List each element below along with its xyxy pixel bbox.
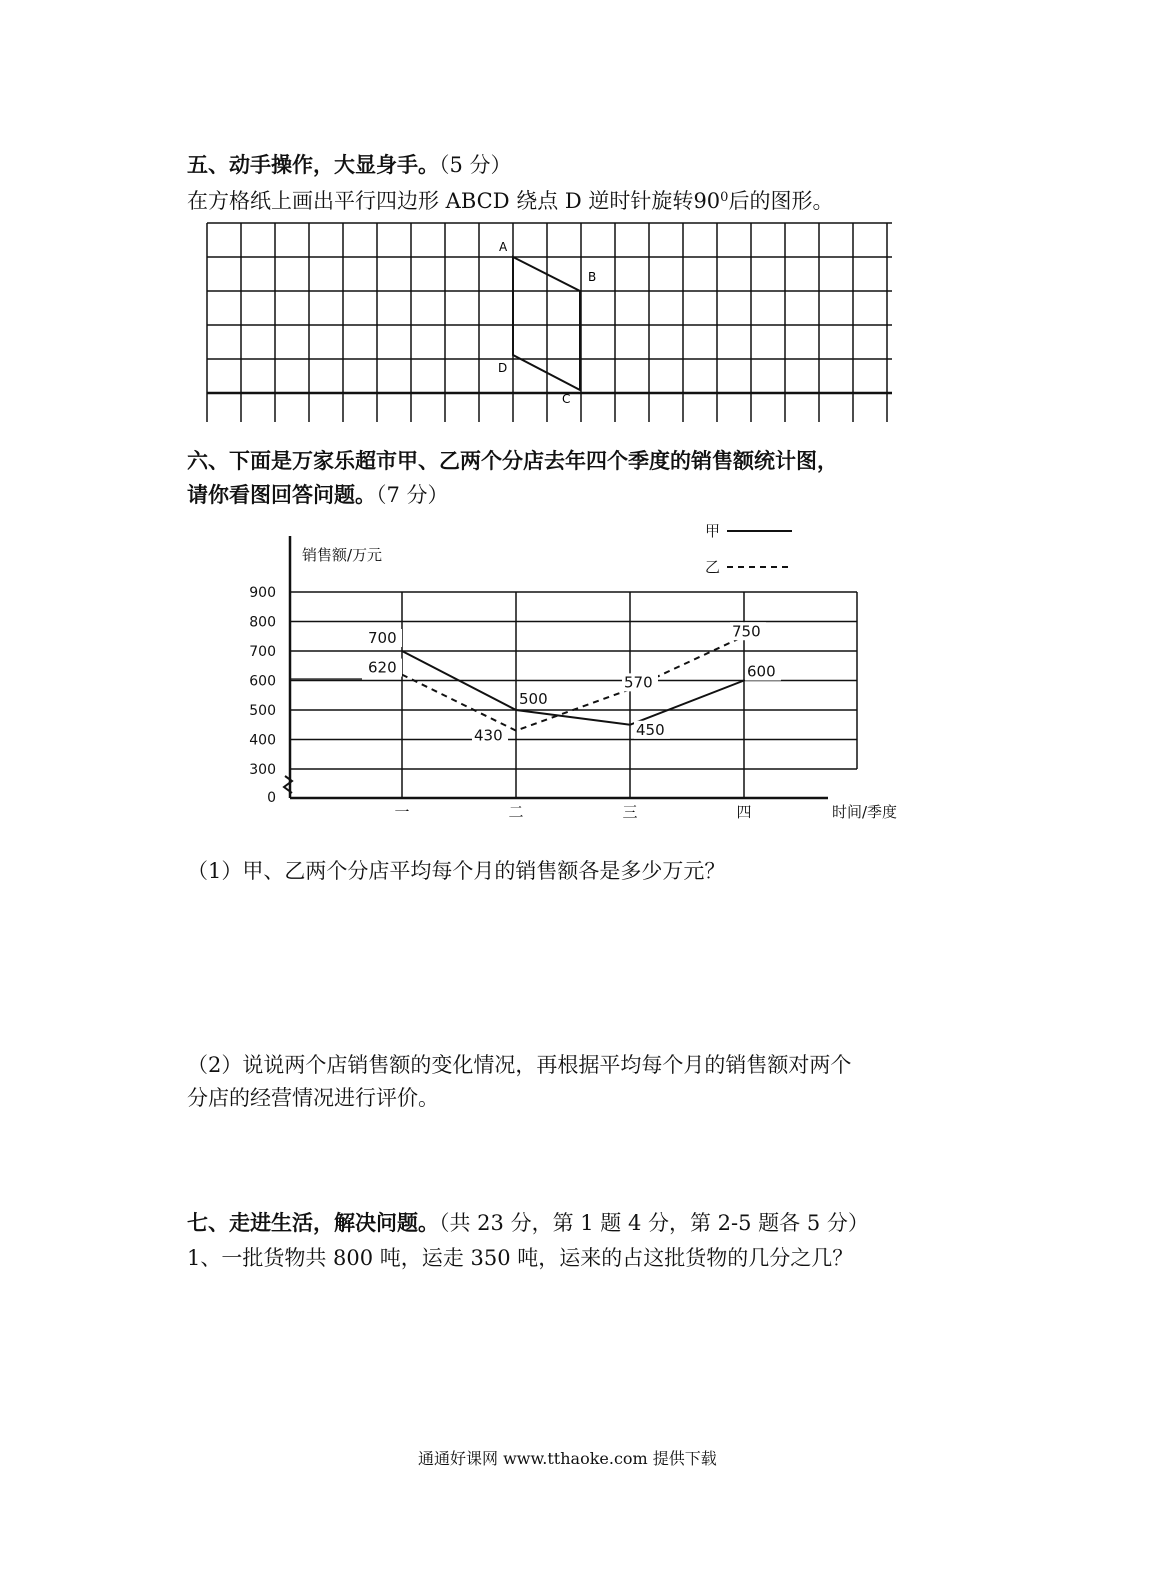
instruction-text: 在方格纸上画出平行四边形 ABCD 绕点 D 逆时针旋转 xyxy=(187,189,694,213)
section7-score: （共 23 分，第 1 题 4 分，第 2-5 题各 5 分） xyxy=(439,1211,869,1235)
y-tick-label-700: 700 xyxy=(249,644,276,660)
x-tick-label-2: 二 xyxy=(508,803,524,821)
section7-heading xyxy=(187,1210,869,1236)
chart-grid xyxy=(290,592,857,798)
y-tick-label-500: 500 xyxy=(249,703,276,719)
x-tick-label-3: 三 xyxy=(622,803,638,821)
instruction-text-end: 后的图形。 xyxy=(728,189,834,213)
legend-label-2: 乙 xyxy=(705,558,721,576)
section6-question-2-line1: （2）说说两个店销售额的变化情况，再根据平均每个月的销售额对两个 xyxy=(187,1053,852,1077)
data-label-s2-4: 750 xyxy=(732,622,761,641)
point-label-a: A xyxy=(499,240,508,254)
x-tick-label-1: 一 xyxy=(394,803,410,821)
section6-title-line1: 六、下面是万家乐超市甲、乙两个分店去年四个季度的销售额统计图， xyxy=(187,448,838,473)
section5-score: （5 分） xyxy=(439,153,512,177)
section7-title: 七、走进生活，解决问题。 xyxy=(187,1210,439,1235)
data-label-s1-3: 450 xyxy=(636,720,665,739)
section6-score: （7 分） xyxy=(376,483,449,507)
y-tick-label-400: 400 xyxy=(249,732,276,749)
y-tick-label-0: 0 xyxy=(267,790,276,806)
data-label-s1-2: 500 xyxy=(519,690,548,708)
x-tick-label-4: 四 xyxy=(736,803,752,821)
data-label-s2-1: 620 xyxy=(368,658,397,677)
instruction-degree: 90 xyxy=(693,189,721,213)
chart-labels xyxy=(290,622,781,744)
y-axis-title: 销售额/万元 xyxy=(302,546,383,564)
section5-title: 五、动手操作，大显身手。 xyxy=(187,152,439,177)
chart-legend xyxy=(705,522,792,576)
instruction-degree-superscript: 0 xyxy=(720,190,729,205)
y-tick-label-900: 900 xyxy=(249,585,276,601)
y-tick-label-300: 300 xyxy=(249,762,276,778)
data-label-s1-4: 600 xyxy=(747,662,776,681)
legend-label-1: 甲 xyxy=(705,522,721,540)
section6-question-2-line2: 分店的经营情况进行评价。 xyxy=(187,1086,439,1110)
y-tick-label-600: 600 xyxy=(249,673,276,690)
point-label-c: C xyxy=(562,392,571,406)
point-label-d: D xyxy=(498,361,508,375)
section7-question-1: 1、一批货物共 800 吨，运走 350 吨，运来的占这批货物的几分之几？ xyxy=(187,1246,854,1270)
x-axis-title: 时间/季度 xyxy=(832,803,898,821)
data-label-s2-3: 570 xyxy=(624,673,653,692)
section6-question-1: （1）甲、乙两个分店平均每个月的销售额各是多少万元？ xyxy=(187,859,726,883)
data-label-s1-1: 700 xyxy=(368,629,397,647)
section6-title-line2: 请你看图回答问题。 xyxy=(187,482,376,507)
data-label-s2-2: 430 xyxy=(474,726,503,745)
series-line-1 xyxy=(402,651,744,725)
page-footer: 通通好课网 www.tthaoke.com 提供下载 xyxy=(418,1449,717,1468)
point-label-b: B xyxy=(588,270,597,284)
y-tick-label-800: 800 xyxy=(249,614,276,631)
